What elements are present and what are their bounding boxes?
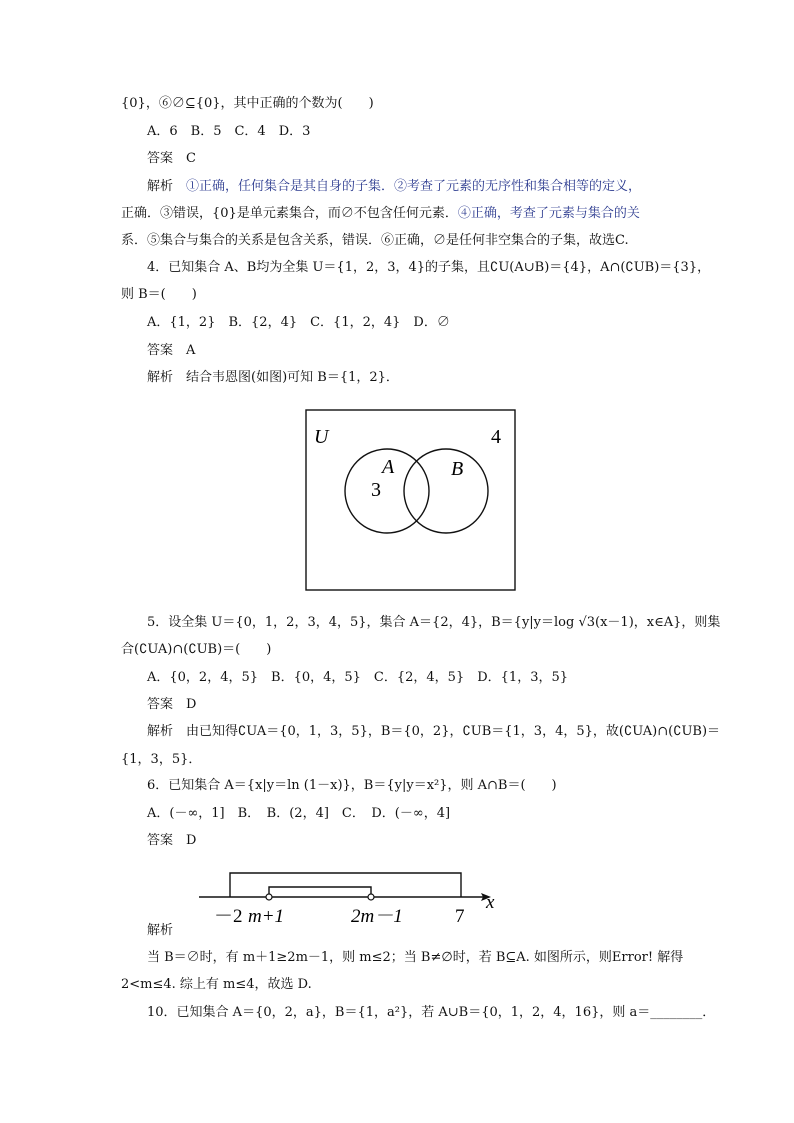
question-5: 5．设全集 U＝{0，1，2，3，4，5}，集合 A＝{2，4}，B＝{y|y＝log √3(x－1)，x∈A}，则集 xyxy=(147,615,721,630)
label-a: A xyxy=(382,456,395,478)
venn-diagram xyxy=(300,405,522,595)
tick-label-2m-minus-1: 2m－1 xyxy=(351,906,403,927)
analysis-5: 解析 由已知得∁UA＝{0，1，3，5}，B＝{0，2}，∁UB＝{1，3，4，5}，故(∁UA)∩(∁UB)＝ xyxy=(147,724,721,739)
label-b: B xyxy=(451,458,464,480)
options-3: A．6 B．5 C．4 D．3 xyxy=(147,124,311,139)
analysis-label: 解析 xyxy=(147,179,187,194)
options-4: A．{1，2} B．{2，4} C．{1，2，4} D．∅ xyxy=(147,315,450,330)
analysis-6: 解析 xyxy=(147,923,174,938)
answer-6: 答案 D xyxy=(147,833,197,848)
analysis-6-line-2: 2<m≤4. 综上有 m≤4，故选 D. xyxy=(121,977,312,992)
tick-label-neg2: －2 xyxy=(214,906,243,927)
label-u: U xyxy=(314,426,329,448)
analysis-4: 解析 结合韦恩图(如图)可知 B＝{1，2}． xyxy=(147,370,399,385)
answer-4: 答案 A xyxy=(147,343,196,358)
interval-b xyxy=(269,887,371,897)
label-3: 3 xyxy=(371,479,381,501)
answer-5: 答案 D xyxy=(147,697,197,712)
interval-a xyxy=(230,873,461,897)
question-4-cont: 则 B＝( ) xyxy=(121,287,197,302)
endpoint-closed xyxy=(368,894,374,900)
line-1: {0}，⑥∅⊆{0}，其中正确的个数为( ) xyxy=(121,96,374,111)
analysis-6-line-1: 当 B＝∅时，有 m＋1≥2m－1，则 m≤2；当 B≠∅时，若 B⊆A. 如图所示，则Error! 解得 xyxy=(147,950,684,965)
options-5: A．{0，2，4，5} B．{0，4，5} C．{2，4，5} D．{1，3，5} xyxy=(147,670,569,685)
number-line-diagram xyxy=(193,862,505,930)
question-5-cont: 合(∁UA)∩(∁UB)＝( ) xyxy=(121,642,272,657)
label-4: 4 xyxy=(491,426,501,448)
analysis-text: 正确．③错误，{0}是单元素集合，而∅不包含任何元素． xyxy=(121,206,458,221)
analysis-3-line-2 xyxy=(121,205,640,223)
tick-label-7: 7 xyxy=(455,906,465,927)
analysis-text-blue: ④正确，考查了元素与集合的关 xyxy=(457,206,640,221)
analysis-3-line-1 xyxy=(147,178,641,196)
endpoint-open xyxy=(266,894,272,900)
answer-3: 答案 C xyxy=(147,151,196,166)
options-6: A．(－∞，1] B． B．(2，4] C． D．(－∞，4] xyxy=(147,806,451,821)
analysis-text: ①正确，任何集合是其自身的子集．②考查了元素的无序性和集合相等的定义， xyxy=(186,179,642,194)
axis-label-x: x xyxy=(486,892,495,913)
universal-set-rect xyxy=(306,410,515,590)
question-6: 6．已知集合 A＝{x|y＝ln (1－x)}，B＝{y|y＝x²}，则 A∩B＝( ) xyxy=(147,778,557,793)
analysis-5-cont: {1，3，5}． xyxy=(121,752,202,767)
question-10: 10．已知集合 A＝{0，2，a}，B＝{1，a²}，若 A∪B＝{0，1，2，4，16}，则 a＝________． xyxy=(147,1005,716,1020)
tick-label-m-plus-1: m+1 xyxy=(248,906,285,927)
question-4: 4．已知集合 A、B均为全集 U＝{1，2，3，4}的子集，且∁U(A∪B)＝{4}，A∩(∁UB)＝{3}， xyxy=(147,260,711,275)
set-b-circle xyxy=(404,449,488,533)
analysis-3-line-3: 系．⑤集合与集合的关系是包含关系，错误．⑥正确，∅是任何非空集合的子集，故选C. xyxy=(121,233,629,248)
